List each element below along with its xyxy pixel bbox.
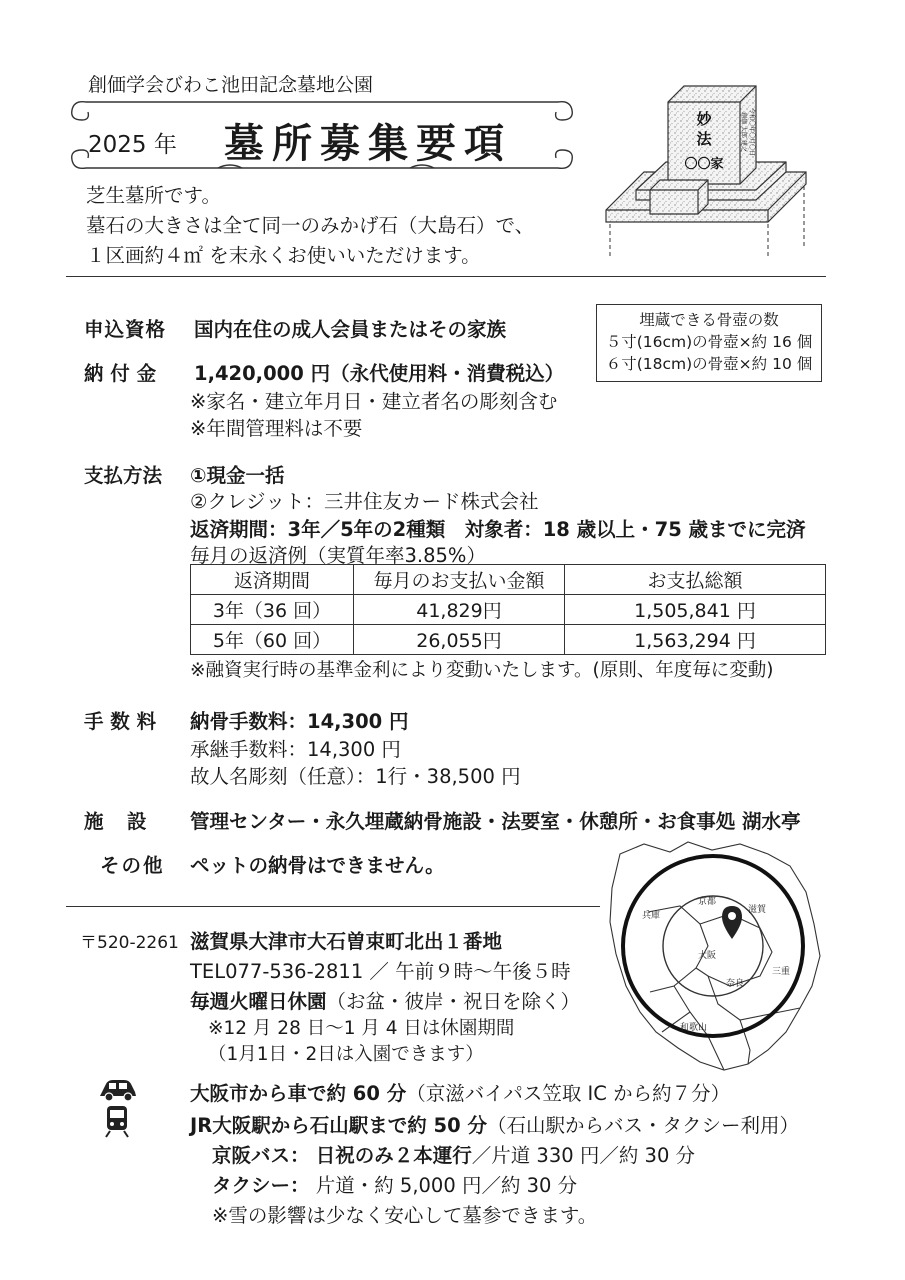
organization-name: 創価学会びわこ池田記念墓地公園 (88, 74, 374, 96)
table-cell: 3年（36 回） (191, 595, 354, 625)
table-header-monthly: 毎月のお支払い金額 (354, 565, 565, 595)
map-label-hyogo: 兵庫 (642, 911, 661, 921)
tombstone-text-ho: 法 (696, 130, 712, 148)
repayment-table (190, 564, 826, 655)
taxi-fare: 片道・約 5,000 円／約 30 分 (315, 1174, 578, 1197)
train-access-note: （石山駅からバス・タクシー利用） (487, 1114, 800, 1137)
page-title: 墓所募集要項 (224, 121, 512, 167)
bus-schedule: 日祝のみ２本運行 (315, 1144, 472, 1167)
other-label: その他 (100, 854, 165, 877)
method-credit: ②クレジット：三井住友カード株式会社 (190, 490, 539, 513)
table-row (191, 625, 826, 655)
map-label-kyoto: 京都 (698, 897, 717, 907)
payment-value: 1,420,000 円（永代使用料・消費税込） (194, 362, 565, 385)
intro-line-1: 芝生墓所です。 (86, 184, 221, 207)
postal-code: 〒520-2261 (80, 933, 179, 953)
closed-days: 毎週火曜日休園 (190, 990, 327, 1013)
car-icon (98, 1076, 138, 1102)
location-map (600, 836, 826, 1078)
payment-note-2: ※年間管理料は不要 (190, 417, 363, 440)
snow-note: ※雪の影響は少なく安心して墓参できます。 (212, 1204, 598, 1227)
ossuary-title: 埋蔵できる骨壺の数 (639, 311, 779, 329)
map-label-nara: 奈良 (726, 979, 745, 989)
intro-line-2: 墓石の大きさは全て同一のみかげ石（大島石）で、 (86, 214, 535, 237)
other-value: ペットの納骨はできません。 (190, 854, 445, 877)
holiday-note-1: ※12 月 28 日～1 月 4 日は休園期間 (208, 1018, 515, 1039)
fee-engraving: 故人名彫刻（任意）：1行・38,500 円 (190, 765, 521, 788)
table-cell: 1,505,841 円 (565, 595, 826, 625)
table-header-period: 返済期間 (191, 565, 354, 595)
ossuary-5sun: ５寸(16cm)の骨壺×約 16 個 (605, 333, 813, 351)
taxi-access-line (212, 1170, 577, 1198)
intro-line-3: １区画約４㎡ を末永くお使いいただけます。 (86, 244, 481, 267)
bus-label: 京阪バス： (212, 1144, 310, 1167)
facilities-label: 施 設 (84, 810, 149, 833)
method-cash: ①現金一括 (190, 464, 285, 487)
car-access: 大阪市から車で約 60 分 (190, 1082, 407, 1105)
year: 2025 年 (88, 132, 177, 158)
bus-access-line (212, 1140, 695, 1168)
train-access-line (190, 1110, 799, 1138)
table-header-row (191, 565, 826, 595)
ossuary-capacity-box (596, 304, 822, 382)
telephone-hours: TEL077-536-2811 ／ 午前９時～午後５時 (190, 960, 571, 983)
payment-label: 納 付 金 (84, 362, 157, 385)
method-label: 支払方法 (84, 464, 163, 487)
table-cell: 5年（60 回） (191, 625, 354, 655)
method-example: 毎月の返済例（実質年率3.85%） (190, 544, 486, 567)
bus-fare: ／片道 330 円／約 30 分 (471, 1144, 696, 1167)
address: 滋賀県大津市大石曽束町北出１番地 (190, 930, 503, 953)
payment-note-1: ※家名・建立年月日・建立者名の彫刻含む (190, 390, 558, 413)
train-access: JR大阪駅から石山駅まで約 50 分 (190, 1114, 487, 1137)
table-header-total: お支払総額 (565, 565, 826, 595)
closed-days-line (190, 986, 580, 1014)
fee-succession: 承継手数料：14,300 円 (190, 738, 401, 761)
divider-access (66, 906, 600, 907)
table-row (191, 595, 826, 625)
map-label-osaka: 大阪 (698, 951, 717, 961)
taxi-label: タクシー： (212, 1174, 310, 1197)
tombstone-text-myo: 妙 (696, 110, 712, 128)
facilities-value: 管理センター・永久埋蔵納骨施設・法要室・休憩所・お食事処 湖水亭 (190, 810, 801, 833)
map-label-shiga: 滋賀 (748, 905, 767, 915)
eligibility-value: 国内在住の成人会員またはその家族 (194, 318, 507, 341)
divider-top (66, 276, 826, 277)
car-access-note: （京滋バイパス笠取 IC から約７分） (406, 1082, 731, 1105)
method-note: ※融資実行時の基準金利により変動いたします。(原則、年度毎に変動) (190, 660, 774, 681)
tombstone-side-name: 創価 太郎 建之 (740, 112, 747, 152)
car-access-line (190, 1078, 730, 1106)
table-cell: 41,829円 (354, 595, 565, 625)
map-label-wakayama: 和歌山 (680, 1023, 708, 1033)
tombstone-side-date: 令和〇年〇月〇日 (748, 108, 755, 157)
table-cell: 1,563,294 円 (565, 625, 826, 655)
method-period: 返済期間：3年／5年の2種類 対象者：18 歳以上・75 歳までに完済 (190, 518, 806, 541)
map-pin-icon (722, 906, 742, 939)
tombstone-illustration (596, 72, 821, 264)
fees-label: 手 数 料 (84, 710, 157, 733)
map-label-mie: 三重 (772, 967, 791, 977)
fee-interment: 納骨手数料：14,300 円 (190, 710, 409, 733)
ossuary-6sun: ６寸(18cm)の骨壺×約 10 個 (605, 355, 813, 373)
holiday-note-2: （1月1日・2日は入園できます） (208, 1044, 484, 1065)
eligibility-label: 申込資格 (84, 318, 167, 341)
table-cell: 26,055円 (354, 625, 565, 655)
tombstone-text-family: 〇〇家 (684, 157, 724, 172)
train-icon (104, 1104, 130, 1138)
closed-days-note: （お盆・彼岸・祝日を除く） (326, 990, 581, 1013)
